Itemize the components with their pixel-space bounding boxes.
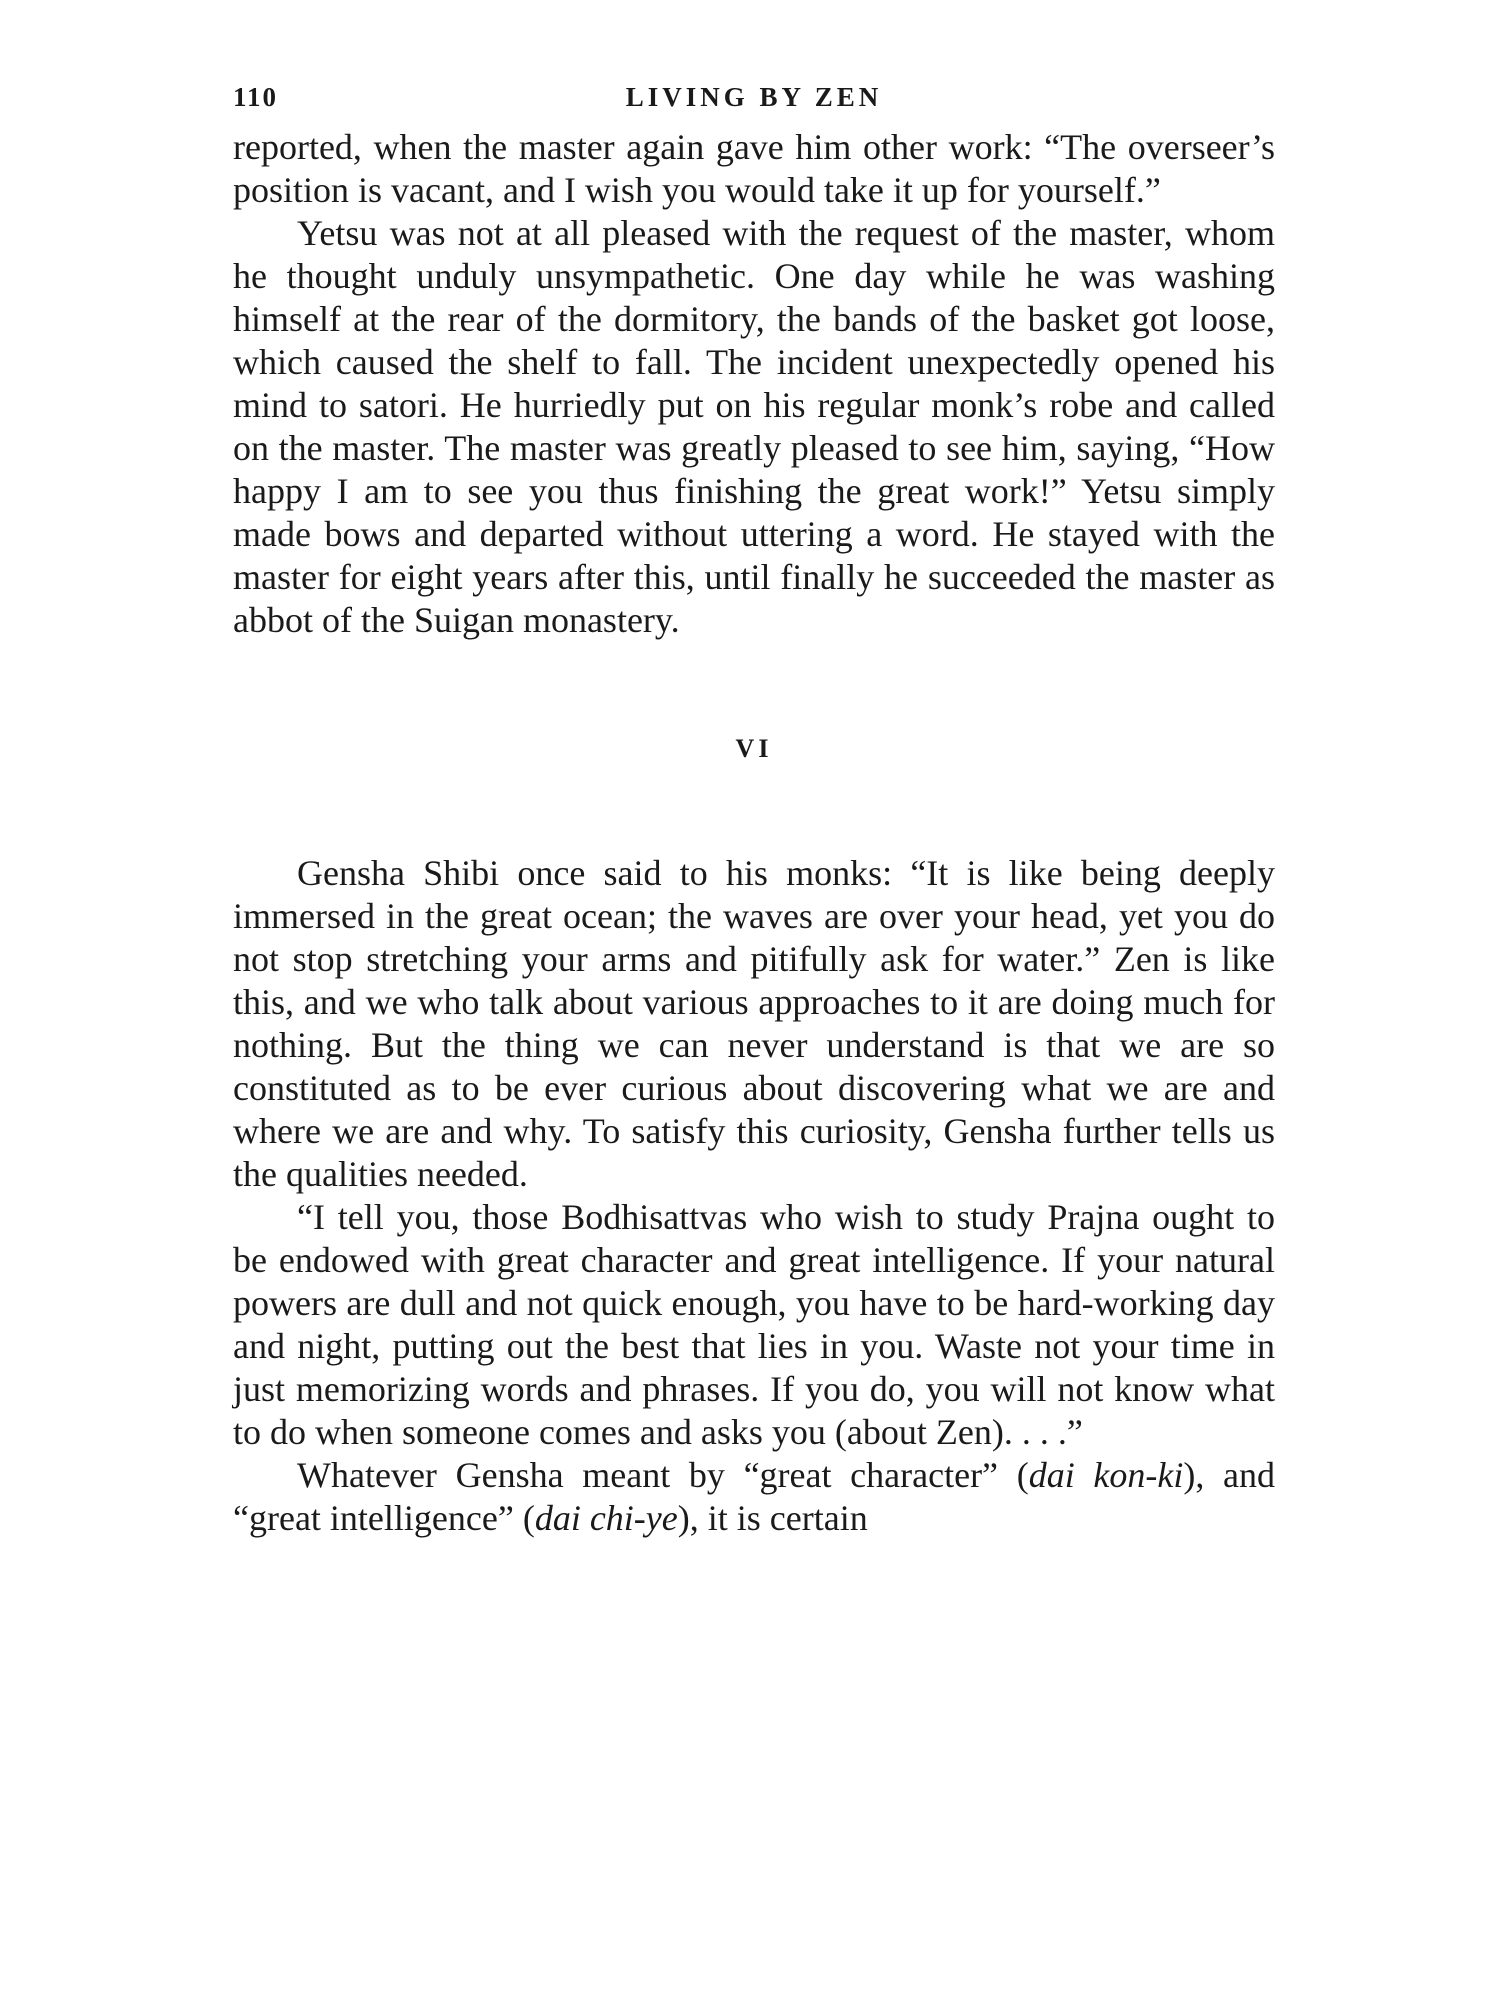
page-number: 110 [233, 82, 279, 112]
paragraph-yetsu: Yetsu was not at all pleased with the request of the master, whom he thought unduly unsympathetic. One day while he was washing himself at the rear of the dormitory, the bands of the basket got loose, which caused the shelf to fall. The incident unexpectedly opened his mind to satori. He hurriedly put on his regular monk’s robe and called on the master. The master was greatly pleased to see him, saying, “How happy I am to see you thus finishing the great work!” Yetsu simply made bows and departed without uttering a word. He stayed with the master for eight years after this, until finally he succeeded the master as abbot of the Suigan monastery. [233, 213, 1275, 640]
final-text-1: Whatever Gensha meant by “great character” ( [297, 1455, 1029, 1495]
paragraph-continued: reported, when the master again gave him other work: “The overseer’s position is vacant, and I wish you would take it up for yourself.” [233, 127, 1275, 210]
paragraph-gensha: Gensha Shibi once said to his monks: “It is like being deeply immersed in the great ocean; the waves are over your head, yet you do not stop stretching your arms and pitifully ask for water.” Zen is like this, and we who talk about various approaches to it are doing much for nothing. But the thing we can never understand is that we are so constituted as to be ever curious about discovering what we are and where we are and why. To satisfy this curiosity, Gensha further tells us the qualities needed. [233, 853, 1275, 1194]
italic-term-dai-kon-ki: dai kon-ki [1028, 1455, 1184, 1495]
final-text-3: ), it is certain [677, 1498, 868, 1538]
running-title: LIVING BY ZEN [625, 82, 883, 112]
book-page [233, 80, 1275, 1540]
paragraph-final [233, 1454, 1275, 1540]
page-header [233, 80, 1275, 120]
paragraph-quote: “I tell you, those Bodhisattvas who wish to study Prajna ought to be endowed with great character and great intelligence. If your natural powers are dull and not quick enough, you have to be hard-working day and night, putting out the best that lies in you. Waste not your time in just memorizing words and phrases. If you do, you will not know what to do when someone comes and asks you (about Zen). . . .” [233, 1197, 1275, 1452]
italic-term-dai-chi-ye: dai chi-ye [534, 1498, 678, 1538]
final-text-2: ), and “great intelligence” ( [233, 1455, 1276, 1538]
section-heading: VI [735, 734, 773, 763]
